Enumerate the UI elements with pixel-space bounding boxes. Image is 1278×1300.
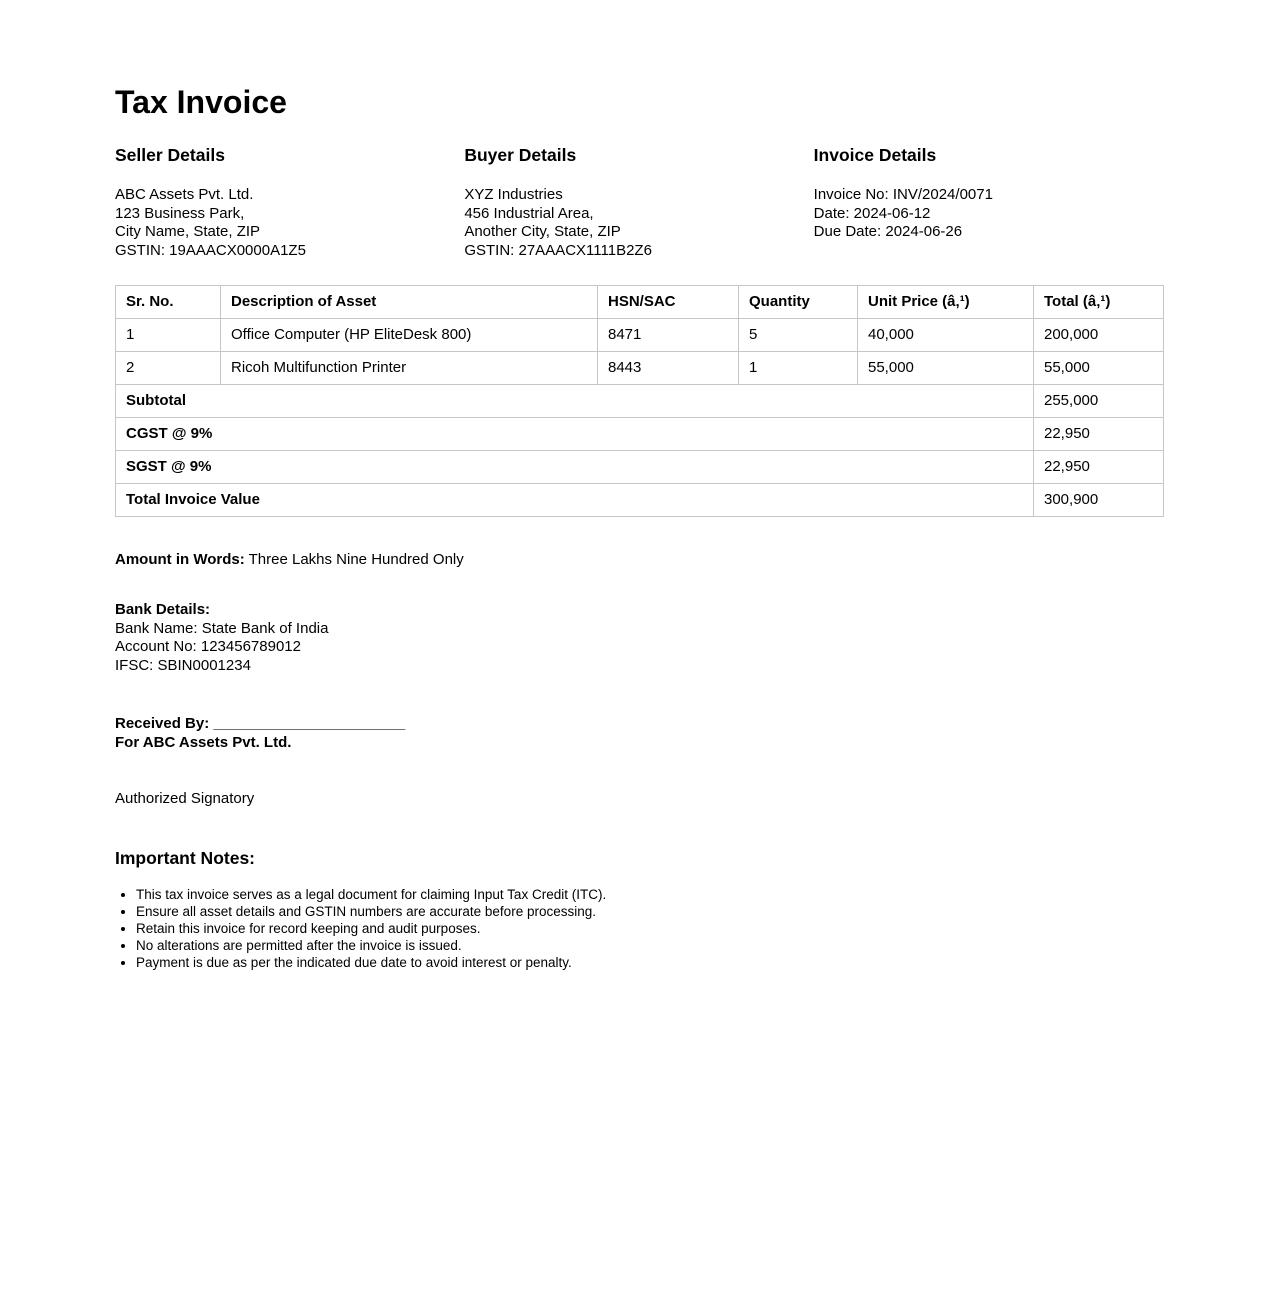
cell-description: Office Computer (HP EliteDesk 800)	[221, 319, 598, 352]
buyer-address-line1: 456 Industrial Area,	[464, 204, 594, 222]
seller-address-line1: 123 Business Park,	[115, 204, 245, 222]
seller-details-text	[115, 186, 464, 260]
invoice-number: Invoice No: INV/2024/0071	[813, 186, 993, 204]
cell-unit-price: 55,000	[858, 352, 1034, 385]
amount-in-words	[115, 551, 1163, 569]
summary-row-total-invoice-value	[116, 484, 1164, 517]
received-by-label: Received By:	[115, 715, 210, 733]
invoice-date: Date: 2024-06-12	[813, 204, 931, 222]
seller-address-line2: City Name, State, ZIP	[115, 223, 261, 241]
note-item: • Retain this invoice for record keeping and audit purposes.	[136, 921, 1163, 938]
col-header-hsn-sac: HSN/SAC	[598, 286, 739, 319]
table-row	[116, 319, 1164, 352]
table-row	[116, 352, 1164, 385]
cell-sr-no: 1	[116, 319, 221, 352]
details-row	[115, 146, 1163, 260]
buyer-details-heading: Buyer Details	[464, 145, 577, 166]
authorized-signatory-label: Authorized Signatory	[115, 789, 255, 807]
total-invoice-value-label: Total Invoice Value	[116, 484, 1034, 517]
signature-block	[115, 715, 1163, 808]
buyer-details-text	[464, 186, 813, 260]
cell-sr-no: 2	[116, 352, 221, 385]
bank-details-heading: Bank Details:	[115, 601, 211, 619]
invoice-details-text	[814, 186, 1163, 241]
page-title: Tax Invoice	[115, 84, 287, 120]
sgst-value: 22,950	[1034, 451, 1164, 484]
bank-details	[115, 601, 1163, 675]
note-item: • Ensure all asset details and GSTIN numbers are accurate before processing.	[136, 904, 1163, 921]
buyer-address-line2: Another City, State, ZIP	[464, 223, 621, 241]
amount-in-words-value: Three Lakhs Nine Hundred Only	[248, 551, 464, 569]
seller-name: ABC Assets Pvt. Ltd.	[115, 186, 254, 204]
summary-row-subtotal	[116, 385, 1164, 418]
buyer-name: XYZ Industries	[464, 186, 563, 204]
cell-description: Ricoh Multifunction Printer	[221, 352, 598, 385]
seller-gstin: GSTIN: 19AAACX0000A1Z5	[115, 241, 306, 259]
for-company-label: For ABC Assets Pvt. Ltd.	[115, 733, 292, 751]
bank-account-no: Account No: 123456789012	[115, 638, 301, 656]
received-by-line	[115, 715, 405, 732]
table-header-row	[116, 286, 1164, 319]
total-invoice-value: 300,900	[1034, 484, 1164, 517]
buyer-gstin: GSTIN: 27AAACX1111B2Z6	[464, 241, 652, 259]
col-header-description: Description of Asset	[221, 286, 598, 319]
cell-hsn-sac: 8443	[598, 352, 739, 385]
note-item: • Payment is due as per the indicated due date to avoid interest or penalty.	[136, 955, 1163, 972]
cell-total: 55,000	[1034, 352, 1164, 385]
cell-unit-price: 40,000	[858, 319, 1034, 352]
cell-quantity: 5	[739, 319, 858, 352]
subtotal-label: Subtotal	[116, 385, 1034, 418]
seller-details-heading: Seller Details	[115, 145, 225, 166]
signature-underline: _______________________	[213, 715, 406, 733]
note-item: • This tax invoice serves as a legal document for claiming Input Tax Credit (ITC).	[136, 887, 1163, 904]
buyer-details-section	[464, 146, 813, 260]
seller-details-section	[115, 146, 464, 260]
notes-section	[115, 848, 1163, 971]
amount-in-words-label: Amount in Words:	[115, 551, 245, 569]
sgst-label: SGST @ 9%	[116, 451, 1034, 484]
cell-quantity: 1	[739, 352, 858, 385]
cgst-label: CGST @ 9%	[116, 418, 1034, 451]
subtotal-value: 255,000	[1034, 385, 1164, 418]
col-header-sr-no: Sr. No.	[116, 286, 221, 319]
bank-name: Bank Name: State Bank of India	[115, 619, 329, 637]
invoice-due-date: Due Date: 2024-06-26	[813, 223, 963, 241]
summary-row-cgst	[116, 418, 1164, 451]
note-item: • No alterations are permitted after the invoice is issued.	[136, 938, 1163, 955]
notes-heading: Important Notes:	[115, 848, 255, 869]
items-table	[115, 285, 1164, 517]
cgst-value: 22,950	[1034, 418, 1164, 451]
col-header-unit-price: Unit Price (â‚¹)	[858, 286, 1034, 319]
col-header-quantity: Quantity	[739, 286, 858, 319]
bank-ifsc: IFSC: SBIN0001234	[115, 656, 251, 674]
summary-row-sgst	[116, 451, 1164, 484]
notes-list	[115, 887, 1163, 971]
invoice-details-section	[814, 146, 1163, 260]
cell-hsn-sac: 8471	[598, 319, 739, 352]
invoice-details-heading: Invoice Details	[813, 145, 937, 166]
cell-total: 200,000	[1034, 319, 1164, 352]
col-header-total: Total (â‚¹)	[1034, 286, 1164, 319]
